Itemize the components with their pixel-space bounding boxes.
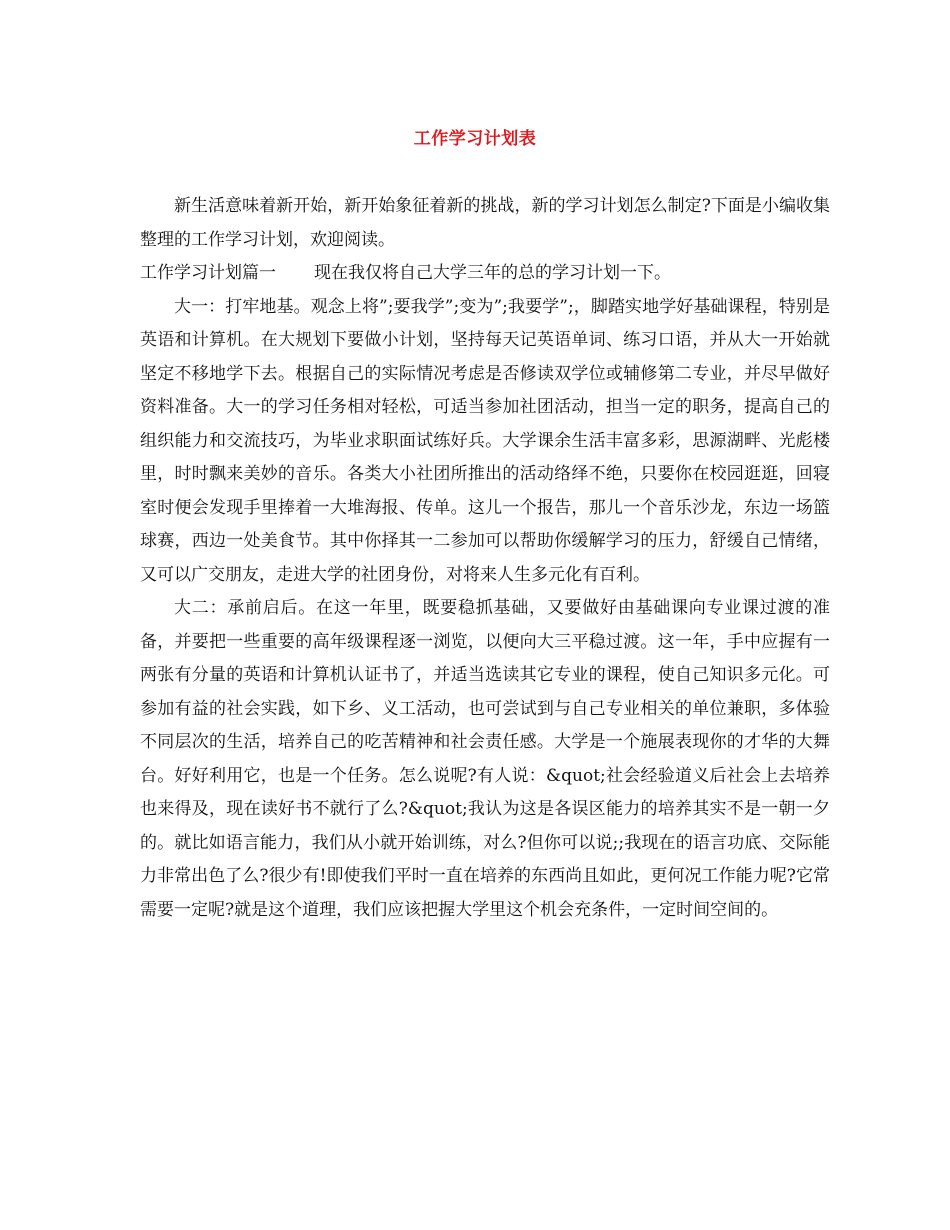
paragraph-year-one: 大一：打牢地基。观念上将”;要我学”;变为”;我要学”;，脚踏实地学好基础课程，特别是英语和计算机。在大规划下要做小计划，坚持每天记英语单词、练习口语，并从大一开始就坚定不移地学下去。根据自己的实际情况考虑是否修读双学位或辅修第二专业，并尽早做好资料准备。大一的学习任务相对轻松，可适当参加社团活动，担当一定的职务，提高自己的组织能力和交流技巧，为毕业求职面试练好兵。大学课余生活丰富多彩，思源湖畔、光彪楼里，时时飘来美妙的音乐。各类大小社团所推出的活动络绎不绝，只要你在校园逛逛，回寝室时便会发现手里捧着一大堆海报、传单。这儿一个报告，那儿一个音乐沙龙，东边一场篮球赛，西边一处美食节。其中你择其一二参加可以帮助你缓解学习的压力，舒缓自己情绪，又可以广交朋友，走进大学的社团身份，对将来人生多元化有百利。 [140,296,830,585]
document-body [140,190,830,927]
section-label: 工作学习计划篇一 [140,263,276,283]
intro-paragraph: 新生活意味着新开始，新开始象征着新的挑战，新的学习计划怎么制定?下面是小编收集整理的工作学习计划，欢迎阅读。 [140,196,830,250]
paragraph-year-two: 大二：承前启后。在这一年里，既要稳抓基础，又要做好由基础课向专业课过渡的准备，并要把一些重要的高年级课程逐一浏览，以便向大三平稳过渡。这一年，手中应握有一两张有分量的英语和计算机认证书了，并适当选读其它专业的课程，使自己知识多元化。可参加有益的社会实践，如下乡、义工活动，也可尝试到与自己专业相关的单位兼职，多体验不同层次的生活，培养自己的吃苦精神和社会责任感。大学是一个施展表现你的才华的大舞台。好好利用它，也是一个任务。怎么说呢?有人说：&quot;社会经验道义后社会上去培养也来得及，现在读好书不就行了么?&quot;我认为这是各误区能力的培养其实不是一朝一夕的。就比如语言能力，我们从小就开始训练，对么?但你可以说;;我现在的语言功底、交际能力非常出色了么?很少有!即使我们平时一直在培养的东西尚且如此，更何况工作能力呢?它常需要一定呢?就是这个道理，我们应该把握大学里这个机会充条件，一定时间空间的。 [140,598,830,920]
document-title: 工作学习计划表 [413,129,537,149]
section-heading-line [140,257,830,291]
section-intro: 现在我仅将自己大学三年的总的学习计划一下。 [314,263,671,283]
